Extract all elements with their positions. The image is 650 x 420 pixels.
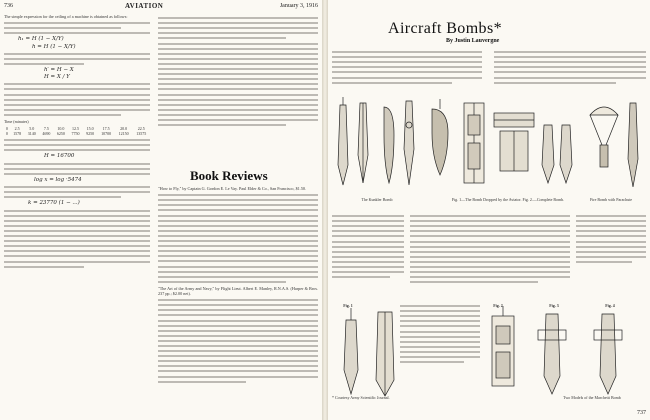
book-reviews-heading: Book Reviews bbox=[190, 168, 268, 183]
fig-caption-1: Fig. 1—The Bomb Dropped by the Aviator. Fig. 2.—Complete Bomb. bbox=[451, 197, 565, 202]
formula-2: h = H (1 − X/Y) bbox=[32, 43, 76, 50]
fig-label-3: Fig. 3 bbox=[549, 303, 559, 308]
table-cell: 9250 bbox=[86, 131, 95, 137]
fig-label-1: Fig. 1 bbox=[343, 303, 353, 308]
article-body-column-1 bbox=[332, 212, 404, 292]
article-title: Aircraft Bombs* bbox=[388, 20, 502, 37]
left-page bbox=[0, 0, 322, 420]
running-date: January 3, 1916 bbox=[279, 3, 318, 9]
article-intro-column-2 bbox=[494, 48, 646, 94]
article-byline: By Justin Lauvergne bbox=[446, 38, 500, 44]
table-cell: 7.5 bbox=[43, 126, 49, 132]
table-cell: 1578 bbox=[13, 131, 22, 137]
approx-formula: k = 23770 (1 − ...) bbox=[28, 200, 80, 207]
time-table bbox=[4, 126, 150, 136]
left-page-number: 736 bbox=[4, 3, 13, 9]
article-body-column-lower bbox=[400, 302, 480, 386]
time-table-label: Time (minutes) bbox=[4, 118, 29, 124]
fig-label-2: Fig. 2 bbox=[493, 303, 503, 308]
lower-figures bbox=[332, 300, 646, 400]
table-cell: 0 bbox=[5, 131, 8, 137]
fig-caption-2: The Kunkler Bomb bbox=[361, 197, 393, 202]
table-cell: 15.0 bbox=[86, 126, 94, 132]
article-intro-column bbox=[332, 48, 482, 94]
table-cell: 0 bbox=[5, 126, 8, 132]
fig-label-4: Fig. 4 bbox=[605, 303, 615, 308]
fig-caption-4: Two Models of the Marchetti Bomb bbox=[563, 395, 621, 400]
table-cell: 12150 bbox=[118, 131, 129, 137]
formula-1: h₁ = H (1 − X/Y) bbox=[18, 36, 64, 43]
lower-bomb-illustration-svg bbox=[332, 300, 646, 400]
table-cell: 10.0 bbox=[57, 126, 65, 132]
bomb-illustration-svg bbox=[332, 95, 646, 195]
right-page bbox=[328, 0, 650, 420]
intro-text: The simple expression for the ceiling of a machine is obtained as follows: bbox=[4, 14, 128, 19]
review-1-heading: "How to Fly," by Captain G. Gordon E. Le Vay. Paul Elder & Co., San Francisco, $1.50. bbox=[158, 186, 307, 191]
table-cell: 2.5 bbox=[14, 126, 20, 132]
review-2-heading: "The Art of the Army and Navy," by Flight Lieut. Albert E. Manley, R.N.A.S. (Harper & Bros. 237 pp.; $2.00 net). bbox=[158, 285, 318, 296]
left-column-1: The simple expression for the ceiling of a machine is obtained as follows: h₁ = H (1 − X/Y) h = H (1 − X/Y) h′ = H − X H = X / Y Time (minutes) 0 2.5 5.0 7.5 10.0 12.5 15.0 17.5 20.0 22.5 0 1578 3140 4690 6250 7750 9250 10700 12150 13575 H = 16700 log x = log ·5474 k = 23770 (1 − ...) bbox=[4, 14, 150, 416]
table-cell: 22.5 bbox=[137, 126, 145, 132]
table-cell: 5.0 bbox=[29, 126, 35, 132]
left-column-2 bbox=[158, 14, 318, 164]
table-cell: 17.5 bbox=[102, 126, 110, 132]
book-reviews-body bbox=[158, 186, 318, 416]
table-cell: 4690 bbox=[42, 131, 51, 137]
table-cell: 6250 bbox=[56, 131, 65, 137]
table-cell: 7750 bbox=[71, 131, 80, 137]
article-body-column-2 bbox=[410, 212, 570, 298]
table-cell: 3140 bbox=[27, 131, 36, 137]
footnote: * Courtesy Army Scientific Journal. bbox=[332, 395, 390, 400]
table-cell: 13575 bbox=[136, 131, 147, 137]
running-title: AVIATION bbox=[125, 2, 164, 10]
article-body-column-3 bbox=[576, 212, 646, 282]
table-row bbox=[4, 131, 150, 136]
table-cell: 12.5 bbox=[72, 126, 79, 132]
bomb-figures bbox=[332, 95, 646, 195]
table-cell: 20.0 bbox=[120, 126, 128, 132]
right-page-number: 737 bbox=[637, 410, 646, 416]
table-cell: 10700 bbox=[101, 131, 112, 137]
fig-caption-3: Fire Bomb with Parachute bbox=[589, 197, 633, 202]
